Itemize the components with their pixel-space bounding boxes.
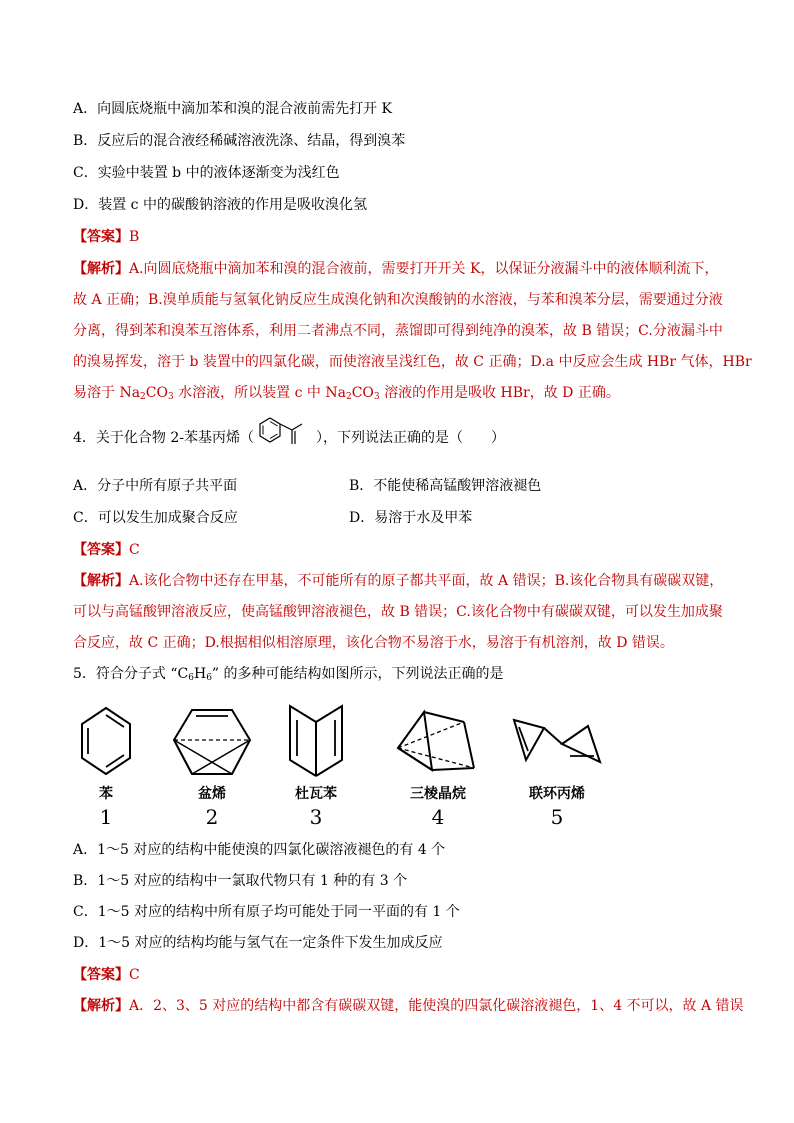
q5-answer xyxy=(73,966,140,984)
q4-analysis-line-2: 可以与高锰酸钾溶液反应，使高锰酸钾溶液褪色，故 B 错误；C.该化合物中有碳碳双键，可以发生加成聚 xyxy=(73,604,723,620)
q4-option-a: A．分子中所有原子共平面 xyxy=(73,478,238,494)
q4-answer xyxy=(73,541,140,559)
q3-option-b: B．反应后的混合液经稀碱溶液洗涤、结晶，得到溴苯 xyxy=(73,133,406,149)
q4-option-b: B．不能使稀高锰酸钾溶液褪色 xyxy=(349,478,542,494)
q5-analysis-line-1 xyxy=(73,997,744,1015)
q3-analysis-line-4: 的溴易挥发，溶于 b 装置中的四氯化碳，而使溶液呈浅红色，故 C 正确；D.a 中反应会生成 HBr 气体，HBr xyxy=(73,354,752,370)
answer-value: C xyxy=(129,542,140,558)
structure-name-3: 杜瓦苯 xyxy=(295,786,337,802)
2-phenylpropene-structure xyxy=(254,414,316,462)
answer-label: 【答案】 xyxy=(73,229,129,245)
analysis-label: 【解析】 xyxy=(73,573,129,589)
bicyclopropenyl-structure xyxy=(514,720,600,762)
q3-analysis-line-2: 故 A 正确；B.溴单质能与氢氧化钠反应生成溴化钠和次溴酸钠的水溶液，与苯和溴苯分层，需要通过分液 xyxy=(73,292,723,308)
structure-name-1: 苯 xyxy=(99,786,113,802)
q5-option-d: D．1～5 对应的结构均能与氢气在一定条件下发生加成反应 xyxy=(73,935,443,951)
answer-value: B xyxy=(129,229,140,245)
q3-option-c: C．实验中装置 b 中的液体逐渐变为浅红色 xyxy=(73,165,340,181)
answer-value: C xyxy=(129,967,140,983)
q5-stem: 5．符合分子式 “$C_6H_6$” 的多种可能结构如图所示，下列说法正确的是 xyxy=(73,666,504,683)
analysis-text: A.向圆底烧瓶中滴加苯和溴的混合液前，需要打开开关 K，以保证分液漏斗中的液体顺利流下， xyxy=(129,261,719,277)
answer-label: 【答案】 xyxy=(73,542,129,558)
q5-option-c: C．1～5 对应的结构中所有原子均可能处于同一平面的有 1 个 xyxy=(73,904,460,920)
structure-num-4: 4 xyxy=(431,805,445,829)
structure-name-2: 盆烯 xyxy=(198,786,226,802)
structure-name-4: 三棱晶烷 xyxy=(410,786,466,802)
analysis-text: A.该化合物中还存在甲基，不可能所有的原子都共平面，故 A 错误；B.该化合物具有碳碳双键， xyxy=(129,573,724,589)
q4-analysis-line-1 xyxy=(73,572,723,590)
q3-analysis-line-1 xyxy=(73,260,718,278)
q3-answer xyxy=(73,228,139,246)
q3-option-a: A．向圆底烧瓶中滴加苯和溴的混合液前需先打开 K xyxy=(73,101,393,117)
dewar-benzene-structure xyxy=(290,706,342,776)
q4-stem xyxy=(73,429,505,447)
q4-option-d: D．易溶于水及甲苯 xyxy=(349,510,473,526)
analysis-text: A．2、3、5 对应的结构中都含有碳碳双键，能使溴的四氯化碳溶液褪色，1、4 不可以，故 A 错误 xyxy=(129,998,744,1014)
structure-num-1: 1 xyxy=(99,805,113,829)
q3-analysis-line-5: 易溶于 $Na_2CO_3$ 水溶液，所以装置 c 中 $Na_2CO_3$ 溶液的作用是吸收 HBr，故 D 正确。 xyxy=(73,385,620,402)
benzvalene-structure xyxy=(174,710,250,774)
q4-stem-text: 4．关于化合物 2-苯基丙烯（ xyxy=(73,430,254,446)
q5-option-b: B．1～5 对应的结构中一氯取代物只有 1 种的有 3 个 xyxy=(73,873,408,889)
structure-num-3: 3 xyxy=(309,805,323,829)
q4-option-c: C．可以发生加成聚合反应 xyxy=(73,510,238,526)
c6h6-structures-figure xyxy=(60,700,660,830)
analysis-label: 【解析】 xyxy=(73,261,129,277)
q5-option-a: A．1～5 对应的结构中能使溴的四氯化碳溶液褪色的有 4 个 xyxy=(73,842,446,858)
q4-options-row-1 xyxy=(73,477,237,495)
q3-option-d: D．装置 c 中的碳酸钠溶液的作用是吸收溴化氢 xyxy=(73,197,367,213)
analysis-label: 【解析】 xyxy=(73,998,129,1014)
benzene-structure xyxy=(82,708,130,774)
q4-analysis-line-3: 合反应，故 C 正确；D.根据相似相溶原理，该化合物不易溶于水，易溶于有机溶剂，故 D 错误。 xyxy=(73,635,674,651)
structure-name-5: 联环丙烯 xyxy=(529,786,585,802)
answer-label: 【答案】 xyxy=(73,967,129,983)
q4-stem-text-2: ），下列说法正确的是（ ） xyxy=(316,430,505,446)
structure-num-2: 2 xyxy=(205,805,219,829)
structure-num-5: 5 xyxy=(550,805,564,829)
prismane-structure xyxy=(398,712,474,770)
q3-analysis-line-3: 分离，得到苯和溴苯互溶体系，利用二者沸点不同，蒸馏即可得到纯净的溴苯，故 B 错误；C.分液漏斗中 xyxy=(73,323,723,339)
